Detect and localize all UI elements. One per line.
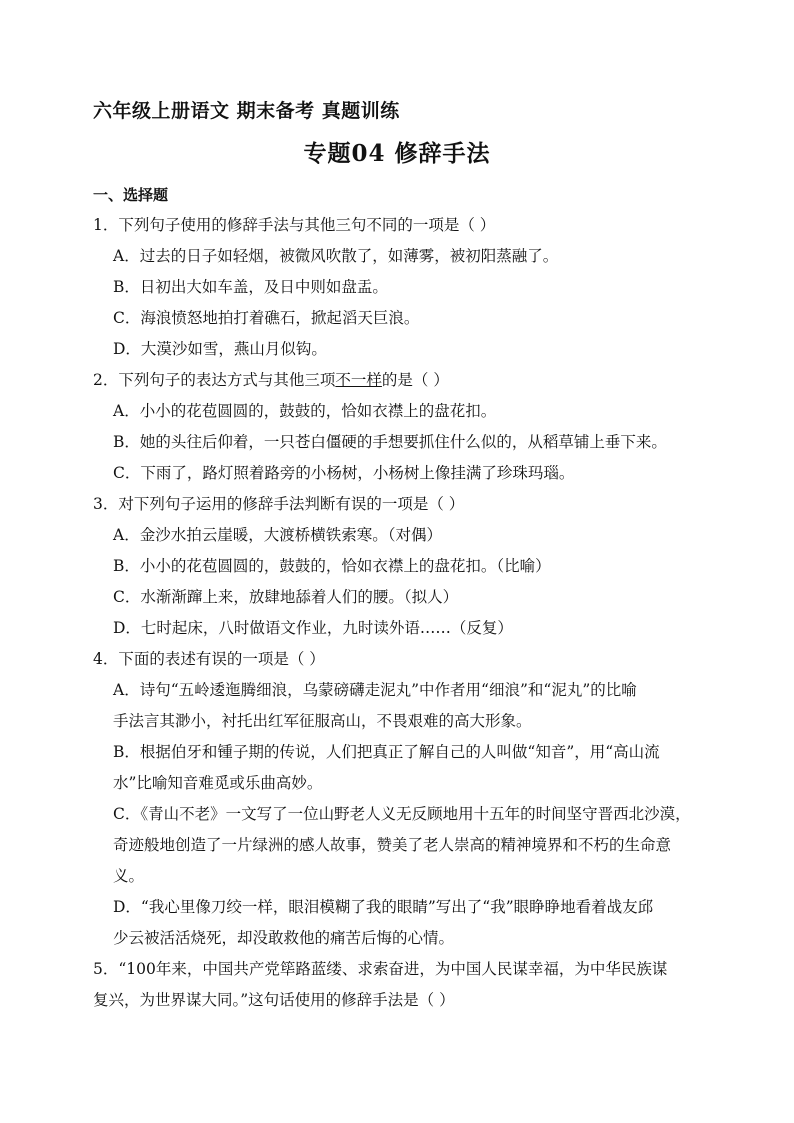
question-2-option-b: B．她的头往后仰着，一只苍白僵硬的手想要抓住什么似的，从稻草铺上垂下来。 [113, 433, 667, 451]
question-2-option-c: C．下雨了，路灯照着路旁的小杨树，小杨树上像挂满了珍珠玛瑙。 [113, 464, 575, 482]
question-3-option-b: B．小小的花苞圆圆的，鼓鼓的，恰如衣襟上的盘花扣。（比喻） [113, 557, 551, 575]
question-4-option-b: B．根据伯牙和锺子期的传说，人们把真正了解自己的人叫做“知音”，用“高山流 [113, 743, 660, 761]
question-1-stem: 1．下列句子使用的修辞手法与其他三句不同的一项是（ ） [93, 216, 496, 234]
question-4-option-c: C．《青山不老》一文写了一位山野老人义无反顾地用十五年的时间坚守晋西北沙漠， [113, 805, 691, 823]
question-3-option-d: D．七时起床，八时做语文作业，九时读外语……（反复） [113, 619, 513, 637]
question-2-stem-post: 的是（ ） [381, 371, 449, 389]
question-2-option-a: A．小小的花苞圆圆的，鼓鼓的，恰如衣襟上的盘花扣。 [113, 402, 497, 420]
question-list [93, 210, 705, 1016]
question-3-option-a: A．金沙水拍云崖暖，大渡桥横铁索寒。（对偶） [113, 526, 442, 544]
question-4-option-c-continued: 奇迹般地创造了一片绿洲的感人故事，赞美了老人崇高的精神境界和不朽的生命意 [113, 836, 672, 854]
question-4-option-a: A．诗句“五岭逶迤腾细浪，乌蒙磅礴走泥丸”中作者用“细浪”和“泥丸”的比喻 [113, 681, 637, 699]
question-5-stem: 5．“100年来，中国共产党筚路蓝缕、求索奋进，为中国人民谋幸福，为中华民族谋 [93, 960, 668, 978]
question-4-option-c-continued-2: 义。 [113, 867, 145, 885]
question-4-stem: 4．下面的表述有误的一项是（ ） [93, 650, 325, 668]
question-4-option-a-continued: 手法言其渺小，衬托出红军征服高山，不畏艰难的高大形象。 [113, 712, 532, 730]
question-1-option-a: A．过去的日子如轻烟，被微风吹散了，如薄雾，被初阳蒸融了。 [113, 247, 559, 265]
question-3-stem: 3．对下列句子运用的修辞手法判断有误的一项是（ ） [93, 495, 465, 513]
question-4-option-d-continued: 少云被活活烧死，却没敢救他的痛苦后悔的心情。 [113, 929, 455, 947]
question-4-option-d: D．“我心里像刀绞一样，眼泪模糊了我的眼睛”写出了“我”眼睁睁地看着战友邱 [113, 898, 654, 916]
question-1-option-d: D．大漠沙如雪，燕山月似钩。 [113, 340, 327, 358]
question-1-option-c: C．海浪愤怒地拍打着礁石，掀起滔天巨浪。 [113, 309, 420, 327]
section-heading: 一、选择题 [93, 186, 169, 204]
document-header: 六年级上册语文 期末备考 真题训练 [93, 100, 400, 122]
question-2-stem [93, 365, 705, 396]
question-4-option-b-continued: 水”比喻知音难觅或乐曲高妙。 [113, 774, 323, 792]
question-1-option-b: B．日初出大如车盖，及日中则如盘盂。 [113, 278, 388, 296]
question-3-option-c: C．水渐渐蹿上来，放肆地舔着人们的腰。（拟人） [113, 588, 459, 606]
question-2-stem-emphasis: 不一样 [335, 371, 382, 389]
question-2-stem-pre: 2．下列句子的表达方式与其他三项 [93, 371, 336, 389]
page-title: 专题04 修辞手法 [303, 140, 491, 167]
question-5-stem-continued: 复兴，为世界谋大同。”这句话使用的修辞手法是（ ） [93, 991, 455, 1009]
